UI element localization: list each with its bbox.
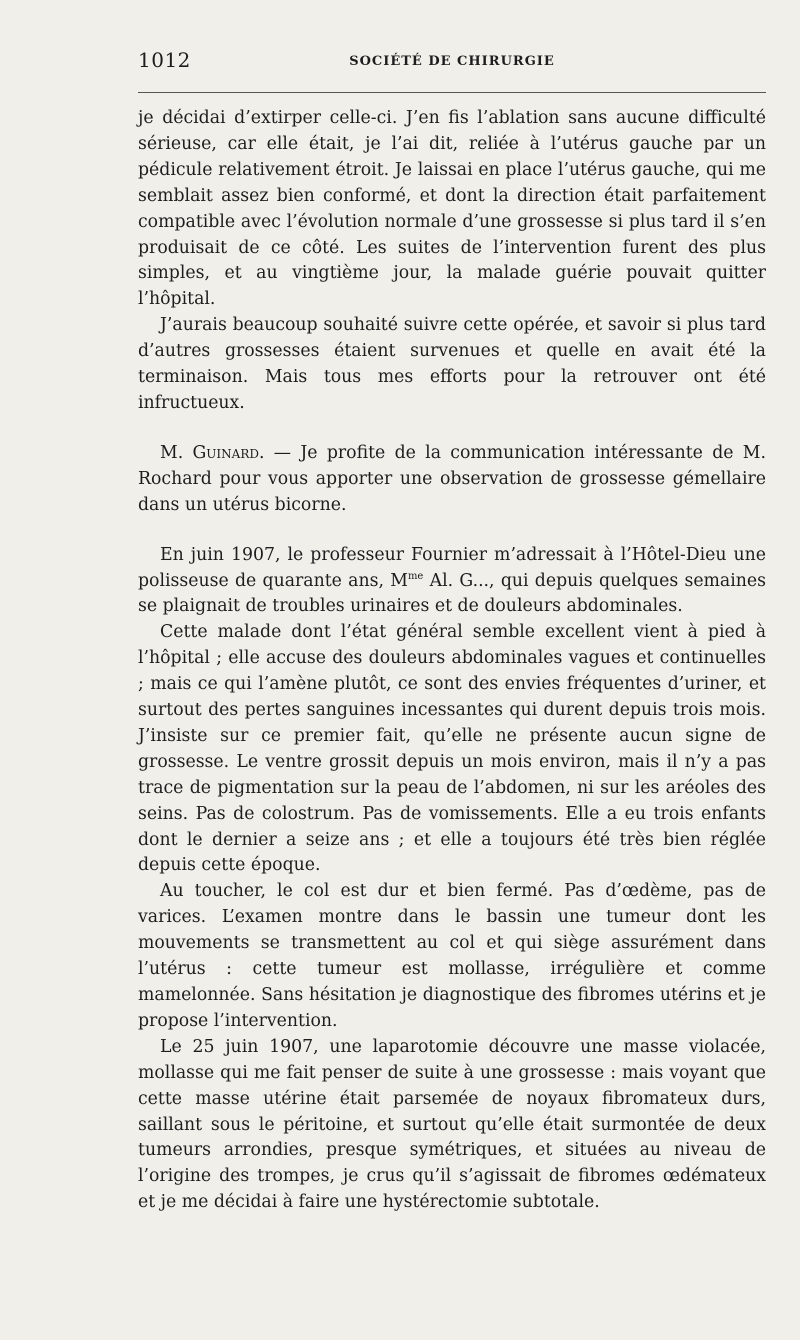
body-text <box>138 106 766 1216</box>
paragraph-speaker <box>138 441 766 519</box>
honorific-superscript: me <box>407 570 424 582</box>
speaker-prefix: M. <box>160 442 193 463</box>
case-text-end: Al. G..., qui depuis quelques semaines se plaignait de troubles urinaires et de douleurs abdominales. <box>138 570 766 617</box>
case-text-start: En juin 1907, le professeur Fournier m’adressait à l’Hôtel-Dieu une polisseuse de quarante ans, M <box>138 544 766 591</box>
paragraph: J’aurais beaucoup souhaité suivre cette opérée, et savoir si plus tard d’autres grossesses étaient survenues et quelle en avait été la terminaison. Mais tous mes efforts pour la retrouver ont été infructueux. <box>138 315 766 413</box>
paragraph-case <box>138 543 766 621</box>
paragraph: Le 25 juin 1907, une laparotomie découvre une masse violacée, mollasse qui me fait penser de suite à une grossesse : mais voyant que cette masse utérine était parsemée de noyaux fibromateux durs, saillant sous le péritoine, et surtout qu’elle était surmontée de deux tumeurs arrondies, presque symétriques, et situées au niveau de l’origine des trompes, je crus qu’il s’agissait de fibromes œdémateux et je me décidai à faire une hystérectomie subtotale. <box>138 1036 766 1213</box>
paragraph: Au toucher, le col est dur et bien fermé. Pas d’œdème, pas de varices. L’examen montre dans le bassin une tumeur dont les mouvements se transmettent au col et qui siège assurément dans l’utérus : cette tumeur est mollasse, irrégulière et comme mamelonnée. Sans hésitation je diagnostique des fibromes utérins et je propose l’intervention. <box>138 881 766 1031</box>
header-rule <box>138 92 766 93</box>
running-head: SOCIÉTÉ DE CHIRURGIE <box>349 54 555 69</box>
paragraph-continuation: je décidai d’extirper celle-ci. J’en fis l’ablation sans aucune difficulté sérieuse, car elle était, je l’ai dit, reliée à l’utérus gauche par un pédicule relativement étroit. Je laissai en place l’utérus gauche, qui me semblait assez bien conformé, et dont la direction était parfaitement compatible avec l’évolution normale d’une grossesse si plus tard il s’en produisait de ce côté. Les suites de l’intervention furent des plus simples, et au vingtième jour, la malade guérie pouvait quitter l’hôpital. <box>138 108 766 310</box>
speaker-text: — Je profite de la communication intéressante de M. Rochard pour vous apporter une observation de grossesse gémellaire dans un utérus bicorne. <box>138 442 766 515</box>
page-number: 1012 <box>138 48 191 72</box>
speaker-name: Guinard. <box>192 442 265 463</box>
paragraph: Cette malade dont l’état général semble excellent vient à pied à l’hôpital ; elle accuse des douleurs abdominales vagues et continuelles ; mais ce qui l’amène plutôt, ce sont des envies fréquentes d’uriner, et surtout des pertes sanguines incessantes qui durent depuis trois mois. J’insiste sur ce premier fait, qu’elle ne présente aucun signe de grossesse. Le ventre grossit depuis un mois environ, mais il n’y a pas trace de pigmentation sur la peau de l’abdomen, ni sur les aréoles des seins. Pas de colostrum. Pas de vomissements. Elle a eu trois enfants dont le dernier a seize ans ; et elle a toujours été très bien réglée depuis cette époque. <box>138 622 766 876</box>
page-header <box>138 48 766 78</box>
